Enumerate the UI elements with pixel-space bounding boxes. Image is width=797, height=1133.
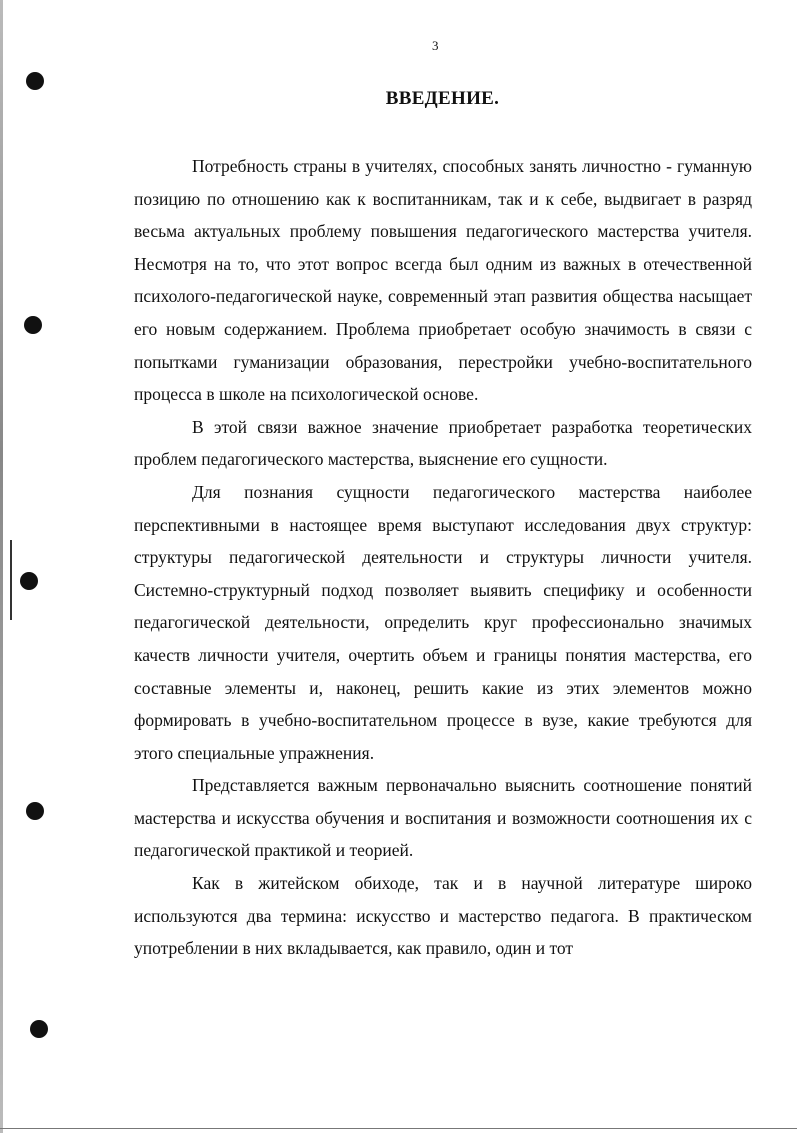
punch-hole bbox=[24, 316, 42, 334]
paragraph: Для познания сущности педагогического мастерства наиболее перспективными в настоящее время выступают исследования двух структур: структуры педагогической деятельности и структуры личности учителя. Системно-структурный подход позволяет выявить специфику и особенности педагогической деятельности, определить круг профессионально значимых качеств личности учителя, очертить объем и границы понятия мастерства, его составные элементы и, наконец, решить какие из этих элементов можно формировать в учебно-воспитательном процессе в вузе, какие требуются для этого специальные упражнения. bbox=[134, 481, 752, 763]
punch-hole bbox=[20, 572, 38, 590]
page-title: ВВЕДЕНИЕ. bbox=[385, 88, 500, 109]
margin-mark bbox=[10, 540, 12, 620]
punch-hole bbox=[30, 1020, 48, 1038]
paragraph: Как в житейском обиходе, так и в научной литературе широко используются два термина: искусство и мастерство педагога. В практическом употреблении в них вкладывается, как правило, один и тот bbox=[134, 873, 752, 959]
scan-edge bbox=[0, 0, 3, 1133]
paragraph: Потребность страны в учителях, способных занять личностно - гуманную позицию по отношению как к воспитанникам, так и к себе, выдвигает в разряд весьма актуальных проблему повышения педагогического мастерства учителя. Несмотря на то, что этот вопрос всегда был одним из важных в отечественной психолого-педагогической науке, современный этап развития общества насыщает его новым содержанием. Проблема приобретает особую значимость в связи с попытками гуманизации образования, перестройки учебно-воспитательного процесса в школе на психологической основе. bbox=[134, 156, 752, 405]
paragraph: В этой связи важное значение приобретает разработка теоретических проблем педагогического мастерства, выяснение его сущности. bbox=[134, 416, 752, 470]
scan-edge-bottom bbox=[0, 1128, 797, 1129]
paragraph: Представляется важным первоначально выяснить соотношение понятий мастерства и искусства обучения и воспитания и возможности соотношения их с педагогической практикой и теорией. bbox=[134, 775, 752, 861]
page-number: 3 bbox=[432, 38, 439, 53]
document-body bbox=[134, 150, 752, 965]
punch-hole bbox=[26, 802, 44, 820]
